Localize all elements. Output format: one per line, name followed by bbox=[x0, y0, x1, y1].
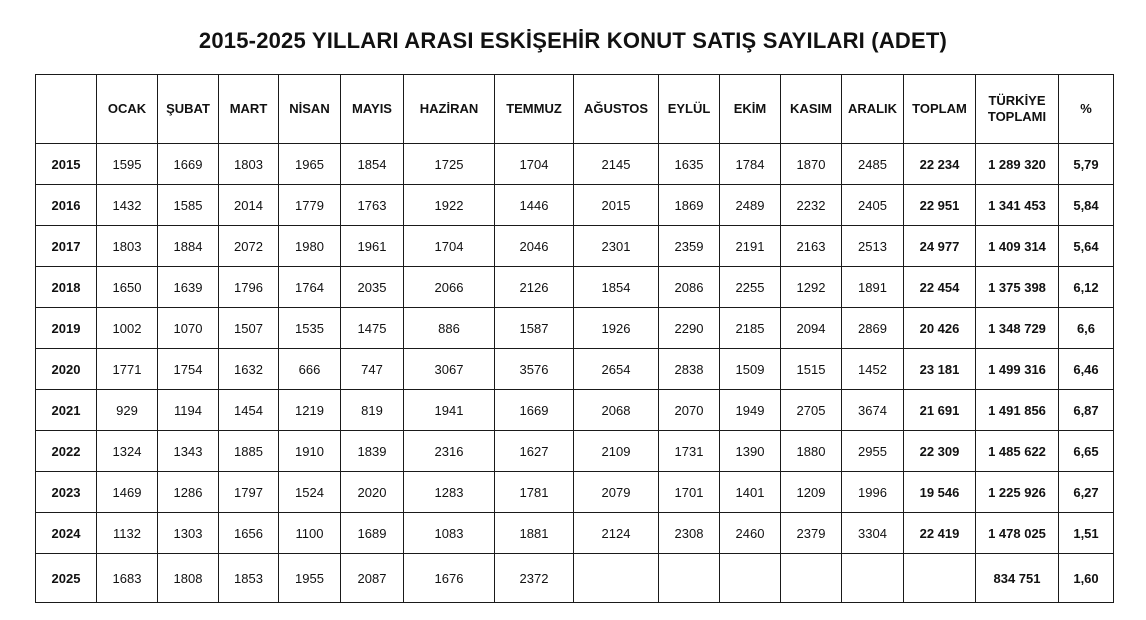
total-cell: 23 181 bbox=[904, 349, 976, 390]
month-cell bbox=[659, 554, 720, 603]
month-cell bbox=[574, 554, 659, 603]
column-header: HAZİRAN bbox=[404, 75, 495, 144]
turkey-total-cell: 1 225 926 bbox=[976, 472, 1059, 513]
table-row bbox=[36, 226, 1114, 267]
month-cell: 1961 bbox=[341, 226, 404, 267]
month-cell: 1676 bbox=[404, 554, 495, 603]
total-cell: 22 419 bbox=[904, 513, 976, 554]
month-cell: 1771 bbox=[97, 349, 158, 390]
month-cell: 1941 bbox=[404, 390, 495, 431]
total-cell: 21 691 bbox=[904, 390, 976, 431]
percent-cell: 5,64 bbox=[1059, 226, 1114, 267]
turkey-total-cell: 1 485 622 bbox=[976, 431, 1059, 472]
total-cell bbox=[904, 554, 976, 603]
month-cell: 666 bbox=[279, 349, 341, 390]
total-cell: 19 546 bbox=[904, 472, 976, 513]
month-cell: 1446 bbox=[495, 185, 574, 226]
turkey-total-cell: 1 289 320 bbox=[976, 144, 1059, 185]
table-body bbox=[36, 144, 1114, 603]
percent-cell: 6,27 bbox=[1059, 472, 1114, 513]
month-cell: 2070 bbox=[659, 390, 720, 431]
month-cell: 1432 bbox=[97, 185, 158, 226]
column-header-line: TOPLAMI bbox=[987, 109, 1047, 124]
table-row bbox=[36, 267, 1114, 308]
month-cell: 1401 bbox=[720, 472, 781, 513]
month-cell: 2405 bbox=[842, 185, 904, 226]
column-header bbox=[976, 75, 1059, 144]
column-header: MART bbox=[219, 75, 279, 144]
month-cell: 1650 bbox=[97, 267, 158, 308]
table-row bbox=[36, 390, 1114, 431]
month-cell: 1209 bbox=[781, 472, 842, 513]
month-cell: 1922 bbox=[404, 185, 495, 226]
turkey-total-cell: 1 348 729 bbox=[976, 308, 1059, 349]
month-cell: 3067 bbox=[404, 349, 495, 390]
month-cell: 1891 bbox=[842, 267, 904, 308]
year-cell: 2020 bbox=[36, 349, 97, 390]
turkey-total-cell: 1 491 856 bbox=[976, 390, 1059, 431]
percent-cell: 5,84 bbox=[1059, 185, 1114, 226]
month-cell: 1910 bbox=[279, 431, 341, 472]
month-cell: 1639 bbox=[158, 267, 219, 308]
total-cell: 22 454 bbox=[904, 267, 976, 308]
month-cell: 1803 bbox=[219, 144, 279, 185]
total-cell: 22 234 bbox=[904, 144, 976, 185]
month-cell: 1390 bbox=[720, 431, 781, 472]
percent-cell: 6,12 bbox=[1059, 267, 1114, 308]
month-cell: 2379 bbox=[781, 513, 842, 554]
month-cell: 747 bbox=[341, 349, 404, 390]
column-header: ARALIK bbox=[842, 75, 904, 144]
month-cell: 1286 bbox=[158, 472, 219, 513]
month-cell: 1764 bbox=[279, 267, 341, 308]
turkey-total-cell: 1 341 453 bbox=[976, 185, 1059, 226]
month-cell: 1781 bbox=[495, 472, 574, 513]
month-cell: 1292 bbox=[781, 267, 842, 308]
header-row bbox=[36, 75, 1114, 144]
month-cell: 1881 bbox=[495, 513, 574, 554]
corner-cell bbox=[36, 75, 97, 144]
month-cell: 1587 bbox=[495, 308, 574, 349]
table-row bbox=[36, 308, 1114, 349]
percent-cell: 6,87 bbox=[1059, 390, 1114, 431]
total-cell: 24 977 bbox=[904, 226, 976, 267]
percent-cell: 1,51 bbox=[1059, 513, 1114, 554]
turkey-total-cell: 834 751 bbox=[976, 554, 1059, 603]
month-cell: 1627 bbox=[495, 431, 574, 472]
month-cell: 2163 bbox=[781, 226, 842, 267]
month-cell: 1689 bbox=[341, 513, 404, 554]
column-header: OCAK bbox=[97, 75, 158, 144]
month-cell: 2035 bbox=[341, 267, 404, 308]
month-cell bbox=[842, 554, 904, 603]
month-cell: 1669 bbox=[158, 144, 219, 185]
month-cell: 1870 bbox=[781, 144, 842, 185]
month-cell: 1869 bbox=[659, 185, 720, 226]
total-cell: 22 951 bbox=[904, 185, 976, 226]
table-row bbox=[36, 349, 1114, 390]
month-cell: 2020 bbox=[341, 472, 404, 513]
month-cell: 1100 bbox=[279, 513, 341, 554]
month-cell: 2513 bbox=[842, 226, 904, 267]
percent-cell: 6,65 bbox=[1059, 431, 1114, 472]
month-cell: 1996 bbox=[842, 472, 904, 513]
month-cell: 886 bbox=[404, 308, 495, 349]
year-cell: 2015 bbox=[36, 144, 97, 185]
month-cell: 2086 bbox=[659, 267, 720, 308]
table-row bbox=[36, 554, 1114, 603]
month-cell: 1469 bbox=[97, 472, 158, 513]
month-cell: 1002 bbox=[97, 308, 158, 349]
month-cell: 1763 bbox=[341, 185, 404, 226]
column-header: EYLÜL bbox=[659, 75, 720, 144]
month-cell: 2079 bbox=[574, 472, 659, 513]
month-cell: 1132 bbox=[97, 513, 158, 554]
month-cell: 1808 bbox=[158, 554, 219, 603]
month-cell: 1704 bbox=[404, 226, 495, 267]
month-cell: 1949 bbox=[720, 390, 781, 431]
month-cell: 2126 bbox=[495, 267, 574, 308]
month-cell: 2705 bbox=[781, 390, 842, 431]
table-row bbox=[36, 144, 1114, 185]
month-cell: 1507 bbox=[219, 308, 279, 349]
month-cell: 2301 bbox=[574, 226, 659, 267]
year-cell: 2025 bbox=[36, 554, 97, 603]
month-cell: 2087 bbox=[341, 554, 404, 603]
month-cell: 1324 bbox=[97, 431, 158, 472]
month-cell: 2290 bbox=[659, 308, 720, 349]
month-cell: 1725 bbox=[404, 144, 495, 185]
month-cell: 1880 bbox=[781, 431, 842, 472]
month-cell: 1754 bbox=[158, 349, 219, 390]
month-cell bbox=[720, 554, 781, 603]
column-header: EKİM bbox=[720, 75, 781, 144]
month-cell: 1083 bbox=[404, 513, 495, 554]
month-cell: 1839 bbox=[341, 431, 404, 472]
table-row bbox=[36, 185, 1114, 226]
month-cell: 1595 bbox=[97, 144, 158, 185]
month-cell: 2255 bbox=[720, 267, 781, 308]
month-cell: 929 bbox=[97, 390, 158, 431]
month-cell: 1926 bbox=[574, 308, 659, 349]
month-cell: 1669 bbox=[495, 390, 574, 431]
year-cell: 2023 bbox=[36, 472, 97, 513]
month-cell: 2066 bbox=[404, 267, 495, 308]
month-cell: 1343 bbox=[158, 431, 219, 472]
percent-cell: 6,46 bbox=[1059, 349, 1114, 390]
month-cell: 1535 bbox=[279, 308, 341, 349]
month-cell: 1656 bbox=[219, 513, 279, 554]
year-cell: 2024 bbox=[36, 513, 97, 554]
month-cell: 1509 bbox=[720, 349, 781, 390]
table-row bbox=[36, 431, 1114, 472]
page-title: 2015-2025 YILLARI ARASI ESKİŞEHİR KONUT SATIŞ SAYILARI (ADET) bbox=[198, 28, 948, 53]
month-cell: 1884 bbox=[158, 226, 219, 267]
month-cell: 1803 bbox=[97, 226, 158, 267]
month-cell: 1701 bbox=[659, 472, 720, 513]
month-cell: 1070 bbox=[158, 308, 219, 349]
percent-cell: 1,60 bbox=[1059, 554, 1114, 603]
turkey-total-cell: 1 409 314 bbox=[976, 226, 1059, 267]
month-cell: 1219 bbox=[279, 390, 341, 431]
table-row bbox=[36, 472, 1114, 513]
month-cell: 2838 bbox=[659, 349, 720, 390]
month-cell: 2124 bbox=[574, 513, 659, 554]
column-header: KASIM bbox=[781, 75, 842, 144]
month-cell: 1854 bbox=[574, 267, 659, 308]
month-cell: 2068 bbox=[574, 390, 659, 431]
month-cell: 1704 bbox=[495, 144, 574, 185]
month-cell: 2109 bbox=[574, 431, 659, 472]
month-cell: 1683 bbox=[97, 554, 158, 603]
turkey-total-cell: 1 499 316 bbox=[976, 349, 1059, 390]
month-cell: 2185 bbox=[720, 308, 781, 349]
year-cell: 2016 bbox=[36, 185, 97, 226]
month-cell: 2145 bbox=[574, 144, 659, 185]
month-cell: 1635 bbox=[659, 144, 720, 185]
month-cell: 1965 bbox=[279, 144, 341, 185]
month-cell: 2046 bbox=[495, 226, 574, 267]
column-header: ŞUBAT bbox=[158, 75, 219, 144]
month-cell: 2654 bbox=[574, 349, 659, 390]
month-cell: 1797 bbox=[219, 472, 279, 513]
year-cell: 2018 bbox=[36, 267, 97, 308]
month-cell: 2955 bbox=[842, 431, 904, 472]
percent-cell: 5,79 bbox=[1059, 144, 1114, 185]
percent-cell: 6,6 bbox=[1059, 308, 1114, 349]
month-cell: 2460 bbox=[720, 513, 781, 554]
month-cell: 819 bbox=[341, 390, 404, 431]
month-cell: 1303 bbox=[158, 513, 219, 554]
total-cell: 20 426 bbox=[904, 308, 976, 349]
turkey-total-cell: 1 375 398 bbox=[976, 267, 1059, 308]
month-cell: 1283 bbox=[404, 472, 495, 513]
column-header: AĞUSTOS bbox=[574, 75, 659, 144]
month-cell: 1632 bbox=[219, 349, 279, 390]
month-cell: 1475 bbox=[341, 308, 404, 349]
column-header-line: TÜRKİYE bbox=[988, 93, 1046, 108]
month-cell: 2014 bbox=[219, 185, 279, 226]
month-cell: 2489 bbox=[720, 185, 781, 226]
month-cell: 2232 bbox=[781, 185, 842, 226]
month-cell: 2015 bbox=[574, 185, 659, 226]
month-cell: 1515 bbox=[781, 349, 842, 390]
column-header: NİSAN bbox=[279, 75, 341, 144]
month-cell: 1585 bbox=[158, 185, 219, 226]
month-cell: 1524 bbox=[279, 472, 341, 513]
month-cell: 2072 bbox=[219, 226, 279, 267]
month-cell: 1452 bbox=[842, 349, 904, 390]
total-cell: 22 309 bbox=[904, 431, 976, 472]
year-cell: 2021 bbox=[36, 390, 97, 431]
month-cell: 1194 bbox=[158, 390, 219, 431]
month-cell: 2316 bbox=[404, 431, 495, 472]
year-cell: 2019 bbox=[36, 308, 97, 349]
month-cell: 2485 bbox=[842, 144, 904, 185]
month-cell: 2191 bbox=[720, 226, 781, 267]
month-cell: 1980 bbox=[279, 226, 341, 267]
column-header: % bbox=[1059, 75, 1114, 144]
month-cell: 1784 bbox=[720, 144, 781, 185]
month-cell: 1779 bbox=[279, 185, 341, 226]
month-cell: 2372 bbox=[495, 554, 574, 603]
column-header: TOPLAM bbox=[904, 75, 976, 144]
table-row bbox=[36, 513, 1114, 554]
month-cell: 3576 bbox=[495, 349, 574, 390]
sales-table bbox=[35, 74, 1114, 603]
month-cell: 1454 bbox=[219, 390, 279, 431]
month-cell: 3304 bbox=[842, 513, 904, 554]
year-cell: 2017 bbox=[36, 226, 97, 267]
month-cell: 3674 bbox=[842, 390, 904, 431]
month-cell: 1854 bbox=[341, 144, 404, 185]
month-cell: 2308 bbox=[659, 513, 720, 554]
month-cell: 2359 bbox=[659, 226, 720, 267]
month-cell: 1885 bbox=[219, 431, 279, 472]
month-cell: 1796 bbox=[219, 267, 279, 308]
month-cell: 1731 bbox=[659, 431, 720, 472]
month-cell: 2869 bbox=[842, 308, 904, 349]
month-cell: 2094 bbox=[781, 308, 842, 349]
column-header: MAYIS bbox=[341, 75, 404, 144]
year-cell: 2022 bbox=[36, 431, 97, 472]
month-cell bbox=[781, 554, 842, 603]
turkey-total-cell: 1 478 025 bbox=[976, 513, 1059, 554]
month-cell: 1955 bbox=[279, 554, 341, 603]
column-header: TEMMUZ bbox=[495, 75, 574, 144]
month-cell: 1853 bbox=[219, 554, 279, 603]
